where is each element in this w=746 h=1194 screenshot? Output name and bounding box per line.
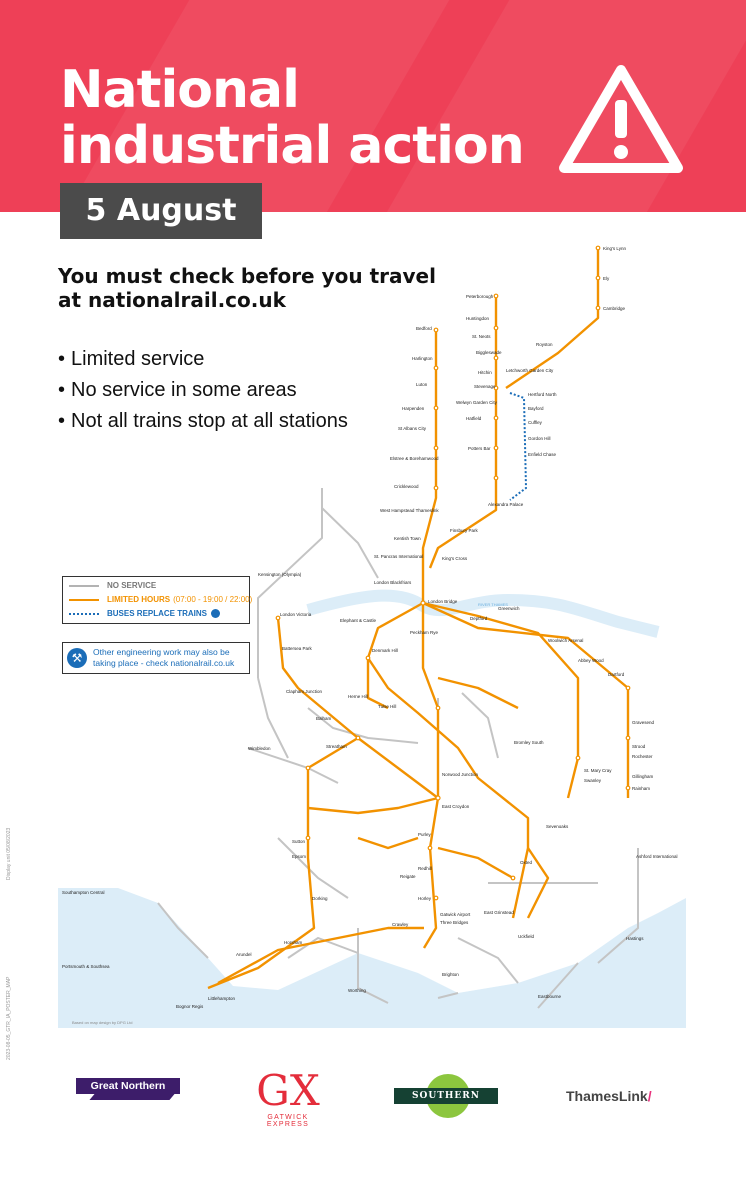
station-label: Kensington (Olympia): [258, 572, 302, 577]
station-label: Worthing: [348, 988, 366, 993]
bus-replacement-line: [510, 393, 526, 500]
station-label: Redhill: [418, 866, 432, 871]
legend-swatch-grey: [69, 585, 99, 587]
station-label: Crawley: [392, 922, 409, 927]
gx-mark: GX: [256, 1066, 320, 1115]
station-label: Rochester: [632, 754, 653, 759]
bullet-item: • No service in some areas: [58, 375, 348, 406]
station-label: Greenwich: [498, 606, 520, 611]
station-label: Welwyn Garden City: [456, 400, 497, 405]
station-label: St. Mary Cray: [584, 768, 612, 773]
thameslink-logo: [566, 1088, 652, 1104]
station-label: West Hampstead Thameslink: [380, 508, 439, 513]
station-label: Hitchin: [478, 370, 492, 375]
station-label: Sevenoaks: [546, 824, 569, 829]
station-label: Gordon Hill: [528, 436, 551, 441]
print-reference: Display unit 05/08/2023: [6, 827, 12, 880]
map-legend: [62, 576, 253, 624]
station-label: Battersea Park: [282, 646, 312, 651]
station-label: London Victoria: [280, 612, 312, 617]
station-label: King's Cross: [442, 556, 468, 561]
station-label: St. Pancras International: [374, 554, 424, 559]
station-label: Ely: [603, 276, 610, 281]
station-label: Dartford: [608, 672, 625, 677]
bullet-item: • Not all trains stop at all stations: [58, 406, 348, 437]
station-label: Streatham: [326, 744, 347, 749]
station-label: Oxted: [520, 860, 533, 865]
title-line-1: National: [60, 60, 299, 120]
thameslink-name: ThamesLink: [566, 1088, 648, 1104]
legend-swatch-blue: [69, 613, 99, 615]
station-label: Horsham: [284, 940, 303, 945]
station-label: Cricklewood: [394, 484, 419, 489]
station-label: Balham: [316, 716, 332, 721]
operator-logos: [0, 1058, 746, 1138]
station-label: Reigate: [400, 874, 416, 879]
station-label: Ashford International: [636, 854, 678, 859]
engineering-text: Other engineering work may also be taking place - check nationalrail.co.uk: [93, 647, 235, 668]
station-label: Bayford: [528, 406, 544, 411]
station-label: Three Bridges: [440, 920, 469, 925]
station-label: Eastbourne: [538, 994, 562, 999]
station-label: Potters Bar: [468, 446, 491, 451]
station-label: Stevenage: [474, 384, 496, 389]
station-label: Dorking: [312, 896, 328, 901]
legend-limited-hours: [69, 594, 252, 605]
station-labels: [62, 246, 678, 1009]
station-label: Elstree & Borehamwood: [390, 456, 439, 461]
station-label: Sutton: [292, 839, 306, 844]
legend-no-service: [69, 580, 156, 591]
station-label: Deptford: [470, 616, 488, 621]
station-label: Royston: [536, 342, 553, 347]
wrench-icon: ⚒: [67, 648, 87, 668]
station-label: Cuffley: [528, 420, 542, 425]
station-label: Bedford: [416, 326, 432, 331]
legend-label: BUSES REPLACE TRAINS: [107, 609, 208, 618]
southern-logo: SOUTHERN: [394, 1088, 498, 1104]
station-label: Gatwick Airport: [440, 912, 471, 917]
bullet-item: • Limited service: [58, 344, 348, 375]
map-footnote: Based on map design by DPG Ltd: [72, 1020, 133, 1025]
station-label: Biggleswade: [476, 350, 502, 355]
station-label: Bognor Regis: [176, 1004, 204, 1009]
station-label: Swanley: [584, 778, 602, 783]
station-label: Harpenden: [402, 406, 425, 411]
station-label: Gravesend: [632, 720, 655, 725]
sea-area: [58, 888, 686, 1028]
page-title: [60, 62, 524, 174]
great-northern-logo: Great Northern: [76, 1078, 180, 1094]
date-badge: 5 August: [60, 183, 262, 239]
station-label: Denmark Hill: [372, 648, 398, 653]
station-label: Strood: [632, 744, 646, 749]
station-label: Woolwich Arsenal: [548, 638, 584, 643]
legend-times: (07:00 - 19:00 / 22:00): [173, 595, 253, 604]
station-label: Norwood Junction: [442, 772, 479, 777]
warning-triangle-icon: [556, 62, 686, 178]
station-label: King's Lynn: [603, 246, 626, 251]
station-label: Cambridge: [603, 306, 626, 311]
station-label: Purley: [418, 832, 431, 837]
station-label: Rainham: [632, 786, 651, 791]
station-label: Abbey Wood: [578, 658, 604, 663]
station-label: Letchworth Garden City: [506, 368, 554, 373]
title-line-2: industrial action: [60, 116, 524, 176]
station-label: Brighton: [442, 972, 459, 977]
station-label: Littlehampton: [208, 996, 236, 1001]
station-label: Hertford North: [528, 392, 557, 397]
thameslink-slash: /: [647, 1088, 652, 1104]
station-label: Peckham Rye: [410, 630, 439, 635]
station-label: Portsmouth & Southsea: [62, 964, 110, 969]
station-label: Herne Hill: [348, 694, 368, 699]
legend-label: LIMITED HOURS: [107, 595, 171, 604]
engineering-notice: [62, 642, 250, 674]
station-label: Alexandra Palace: [488, 502, 524, 507]
great-northern-logo-tail: [89, 1094, 174, 1100]
network-map: [58, 238, 698, 1038]
gx-name: GATWICK EXPRESS: [266, 1114, 310, 1128]
station-label: East Croydon: [442, 804, 470, 809]
station-label: Uckfield: [518, 934, 535, 939]
station-label: Finsbury Park: [450, 528, 478, 533]
station-label: St. Neots: [472, 334, 491, 339]
check-line-1: You must check before you travel: [58, 264, 436, 288]
station-label: Harlington: [412, 356, 433, 361]
station-label: Elephant & Castle: [340, 618, 377, 623]
station-label: Clapham Junction: [286, 689, 323, 694]
station-label: Epsom: [292, 854, 307, 859]
document-reference: 2023-08-05_GTR_IA_POSTER_MAP: [6, 976, 12, 1060]
station-label: Hatfield: [466, 416, 482, 421]
station-label: Southampton Central: [62, 890, 105, 895]
station-label: Peterborough: [466, 294, 494, 299]
check-line-2: at nationalrail.co.uk: [58, 288, 286, 312]
station-label: St Albans City: [398, 426, 427, 431]
station-label: Bromley South: [514, 740, 544, 745]
station-label: Wimbledon: [248, 746, 271, 751]
station-label: Enfield Chase: [528, 452, 557, 457]
station-markers: [276, 246, 630, 900]
station-label: London Blackfriars: [374, 580, 412, 585]
station-label: Gillingham: [632, 774, 654, 779]
station-label: London Bridge: [428, 599, 458, 604]
legend-buses: [69, 608, 220, 619]
station-label: Arundel: [236, 952, 252, 957]
station-label: Hastings: [626, 936, 644, 941]
bus-icon: [211, 609, 220, 618]
river-label: RIVER THAMES: [478, 602, 508, 607]
station-label: Huntingdon: [466, 316, 490, 321]
legend-label: NO SERVICE: [107, 581, 157, 590]
header-banner: [0, 0, 746, 212]
station-label: Horley: [418, 896, 432, 901]
gatwick-express-logo: [246, 1068, 330, 1128]
legend-swatch-orange: [69, 599, 99, 601]
station-label: Luton: [416, 382, 428, 387]
station-label: Tulse Hill: [378, 704, 397, 709]
no-service-lines: [158, 488, 638, 1008]
station-label: East Grinstead: [484, 910, 514, 915]
station-label: Kentish Town: [394, 536, 421, 541]
